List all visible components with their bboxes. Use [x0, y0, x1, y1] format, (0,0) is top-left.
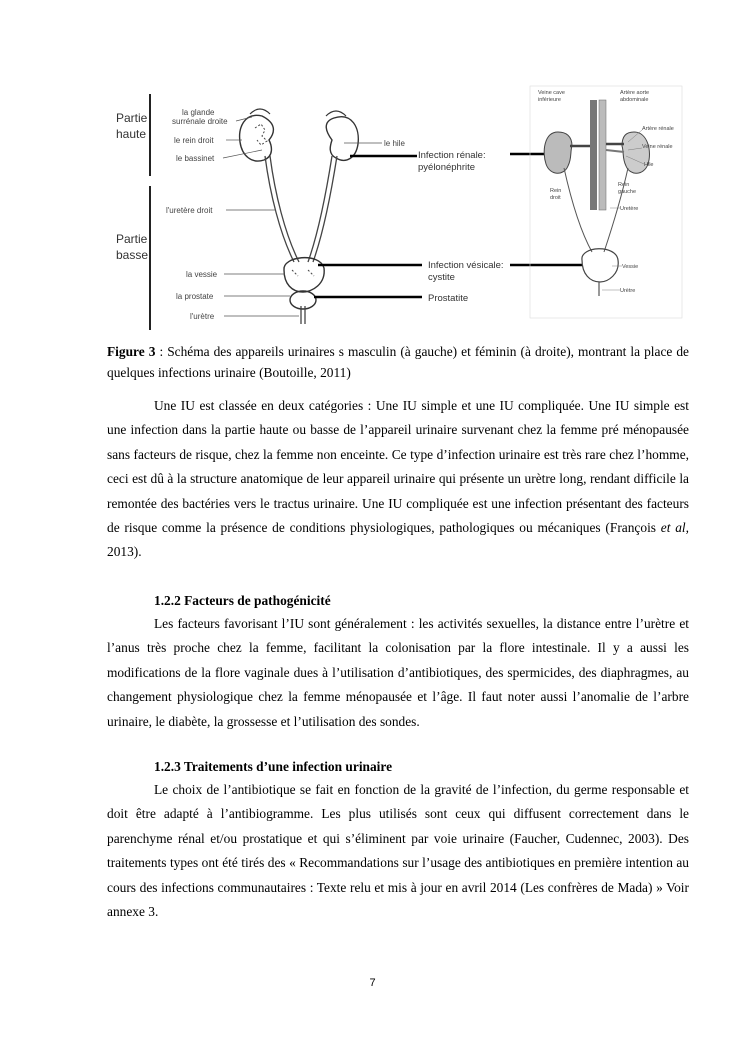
label-glande-1: la glande [182, 108, 215, 117]
paragraph-iu-categories [107, 394, 689, 565]
label-infection-renale-1: Infection rénale: [418, 150, 486, 161]
figure-urinary-diagrams [112, 84, 692, 336]
female-right-kidney-shape [544, 132, 572, 173]
label-rein-droit: le rein droit [174, 136, 214, 145]
left-kidney-shape [326, 117, 358, 161]
region-label-top-2: haute [116, 127, 147, 141]
label-glande-2: surrénale droite [172, 117, 228, 126]
label-vessie-right: Vessie [622, 264, 639, 270]
label-prostatite: Prostatite [428, 293, 469, 304]
label-infection-vesicale-2: cystite [428, 272, 455, 283]
female-urinary-diagram [530, 86, 682, 318]
label-uretere: l'uretère droit [166, 206, 213, 215]
label-uretere-right: Uretère [620, 206, 639, 212]
section-heading-traitements: 1.2.3 Traitements d’une infection urinaire [154, 759, 393, 774]
paragraph-traitements: Le choix de l’antibiotique se fait en fonction de la gravité de l’infection, du germe responsable et doit être adapté à l’antibiogramme. Les plus utilisés sont ceux qui diffusent correctement dans le parenchyme rénal et/ou prostatique et qui s’éliminent par voie urinaire (Faucher, Cudennec, 2003). Des traitements types ont été tirés des « Recommandations sur l’usage des antibiotiques en première intention au cours des infections communautaires : Texte relu et mis à jour en avril 2014 (Les confrères de Mada) » Voir annexe 3. [107, 782, 689, 920]
region-label-top-1: Partie [116, 111, 148, 125]
figure-caption [107, 341, 689, 383]
label-bassinet: le bassinet [176, 154, 215, 163]
figure-caption-text: : Schéma des appareils urinaires s masculin (à gauche) et féminin (à droite), montrant la place de quelques infections urinaire (Boutoille, 2011) [107, 344, 689, 380]
label-rein-gauche-2: gauche [618, 189, 637, 195]
paragraph-facteurs: Les facteurs favorisant l’IU sont généralement : les activités sexuelles, la distance entre l’urètre et l’anus très proche chez la femme, facilitant la colonisation par la flore intestinale. Il y a aussi les modifications de la flore vaginale dues à l’utilisation d’antibiotiques, des spermicides, des diaphragmes, au changement physiologique chez la femme ménopausée et l’âge. Il faut noter aussi l’anomalie de l’arbre urinaire, le diabète, la grossesse et l’utilisation des sondes. [107, 616, 689, 729]
female-bladder-shape [582, 249, 618, 282]
label-infection-vesicale-1: Infection vésicale: [428, 260, 504, 271]
male-urinary-diagram [116, 94, 582, 330]
label-artere-renale: Artère rénale [642, 126, 674, 132]
label-rein-droit-2: droit [550, 195, 561, 201]
label-veine-cave-1: Veine cave [538, 90, 565, 96]
section-heading-pathogenicite: 1.2.2 Facteurs de pathogénicité [154, 593, 331, 608]
label-rein-gauche-1: Rein [618, 182, 630, 188]
region-label-bottom-1: Partie [116, 232, 148, 246]
prostate-shape [290, 291, 316, 309]
label-infection-renale-2: pyélonéphrite [418, 162, 476, 173]
label-veine-renale: Veine rénale [642, 144, 673, 150]
label-hile: le hile [384, 139, 405, 148]
bladder-shape [284, 258, 324, 292]
label-rein-droit-1: Rein [550, 188, 562, 194]
label-artere-aorte-2: abdominale [620, 97, 649, 103]
figure-caption-label: Figure 3 [107, 344, 156, 359]
label-prostate: la prostate [176, 292, 214, 301]
label-artere-aorte-1: Artère aorte [620, 90, 650, 96]
label-vessie: la vessie [186, 270, 218, 279]
paragraph-iu-categories-end: 2013). [107, 544, 142, 560]
page-number: 7 [369, 977, 376, 989]
paragraph-iu-categories-text: Une IU est classée en deux catégories : Une IU simple et une IU compliquée. Une IU simple est une infection dans la partie haute ou basse de l’appareil urinaire survenant chez la femme pré ménopausée sans facteurs de risque, chez la femme non enceinte. Ce type d’infection urinaire est très rare chez l’homme, ceci est dû à la structure anatomique de leur appareil urinaire qui présente un urètre long, rendant difficile la remontée des bactéries vers le tractus urinaire. Une IU compliquée est une infection présentant des facteurs de risque comme la présence de conditions physiologiques, pathologiques ou mécaniques (François [107, 398, 689, 536]
right-kidney-shape [240, 115, 274, 161]
paragraph-iu-categories-italic: et al, [660, 520, 689, 536]
label-uretre-right: Urètre [620, 288, 636, 294]
label-veine-cave-2: inférieure [538, 97, 561, 103]
region-label-bottom-2: basse [116, 248, 149, 262]
label-uretre: l'urètre [190, 312, 215, 321]
label-hile-right: Hile [644, 162, 654, 168]
